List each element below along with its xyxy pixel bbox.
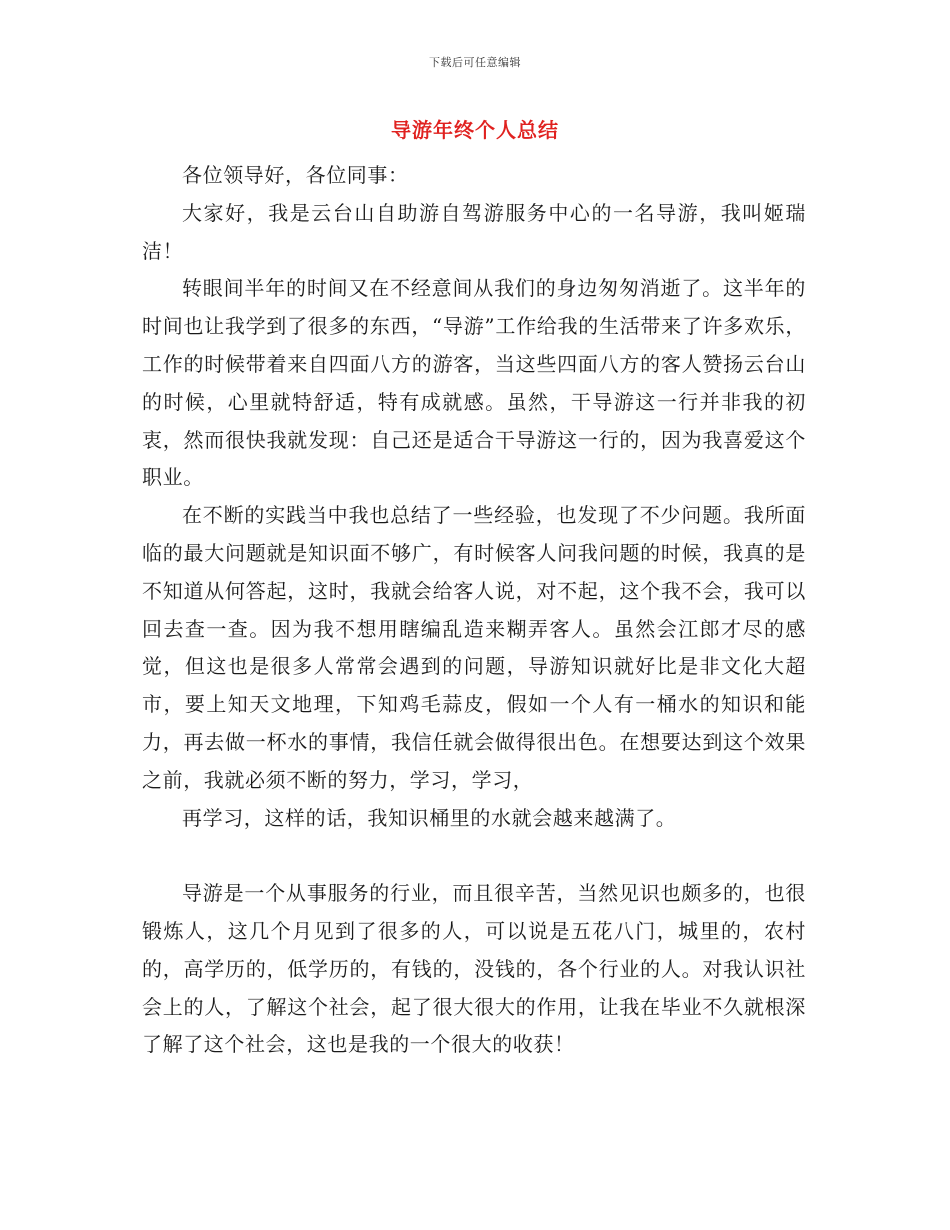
document-title: 导游年终个人总结: [391, 118, 559, 142]
header-note: 下载后可任意编辑: [429, 56, 521, 69]
paragraph-spacer: [142, 837, 806, 875]
paragraph-greeting: 各位领导好，各位同事：: [182, 163, 409, 187]
paragraph-service-industry: 导游是一个从事服务的行业，而且很辛苦，当然见识也颇多的，也很锻炼人，这几个月见到了很多的人，可以说是五花八门，城里的，农村的，高学历的，低学历的，有钱的，没钱的，各个行业的人。对我认识社会上的人，了解这个社会，起了很大很大的作用，让我在毕业不久就根深了解了这个社会，这也是我的一个很大的收获！: [142, 881, 806, 1057]
paragraph-introduction: 大家好，我是云台山自助游自驾游服务中心的一名导游，我叫姬瑞洁！: [142, 200, 806, 263]
document-body: [142, 157, 806, 1064]
paragraph-keep-learning: 再学习，这样的话，我知识桶里的水就会越来越满了。: [182, 805, 677, 830]
paragraph-half-year: 转眼间半年的时间又在不经意间从我们的身边匆匆消逝了。这半年的时间也让我学到了很多的东西，“导游”工作给我的生活带来了许多欢乐，工作的时候带着来自四面八方的游客，当这些四面八方的客人赞扬云台山的时候，心里就特舒适，特有成就感。虽然，干导游这一行并非我的初衷，然而很快我就发现：自己还是适合干导游这一行的，因为我喜爱这个职业。: [142, 276, 806, 490]
paragraph-experience: 在不断的实践当中我也总结了一些经验，也发现了不少问题。我所面临的最大问题就是知识面不够广，有时候客人问我问题的时候，我真的是不知道从何答起，这时，我就会给客人说，对不起，这个我不会，我可以回去查一查。因为我不想用瞎编乱造来糊弄客人。虽然会江郎才尽的感觉，但这也是很多人常常会遇到的问题，导游知识就好比是非文化大超市，要上知天文地理，下知鸡毛蒜皮，假如一个人有一桶水的知识和能力，再去做一杯水的事情，我信任就会做得很出色。在想要达到这个效果之前，我就必须不断的努力，学习，学习，: [142, 503, 806, 792]
